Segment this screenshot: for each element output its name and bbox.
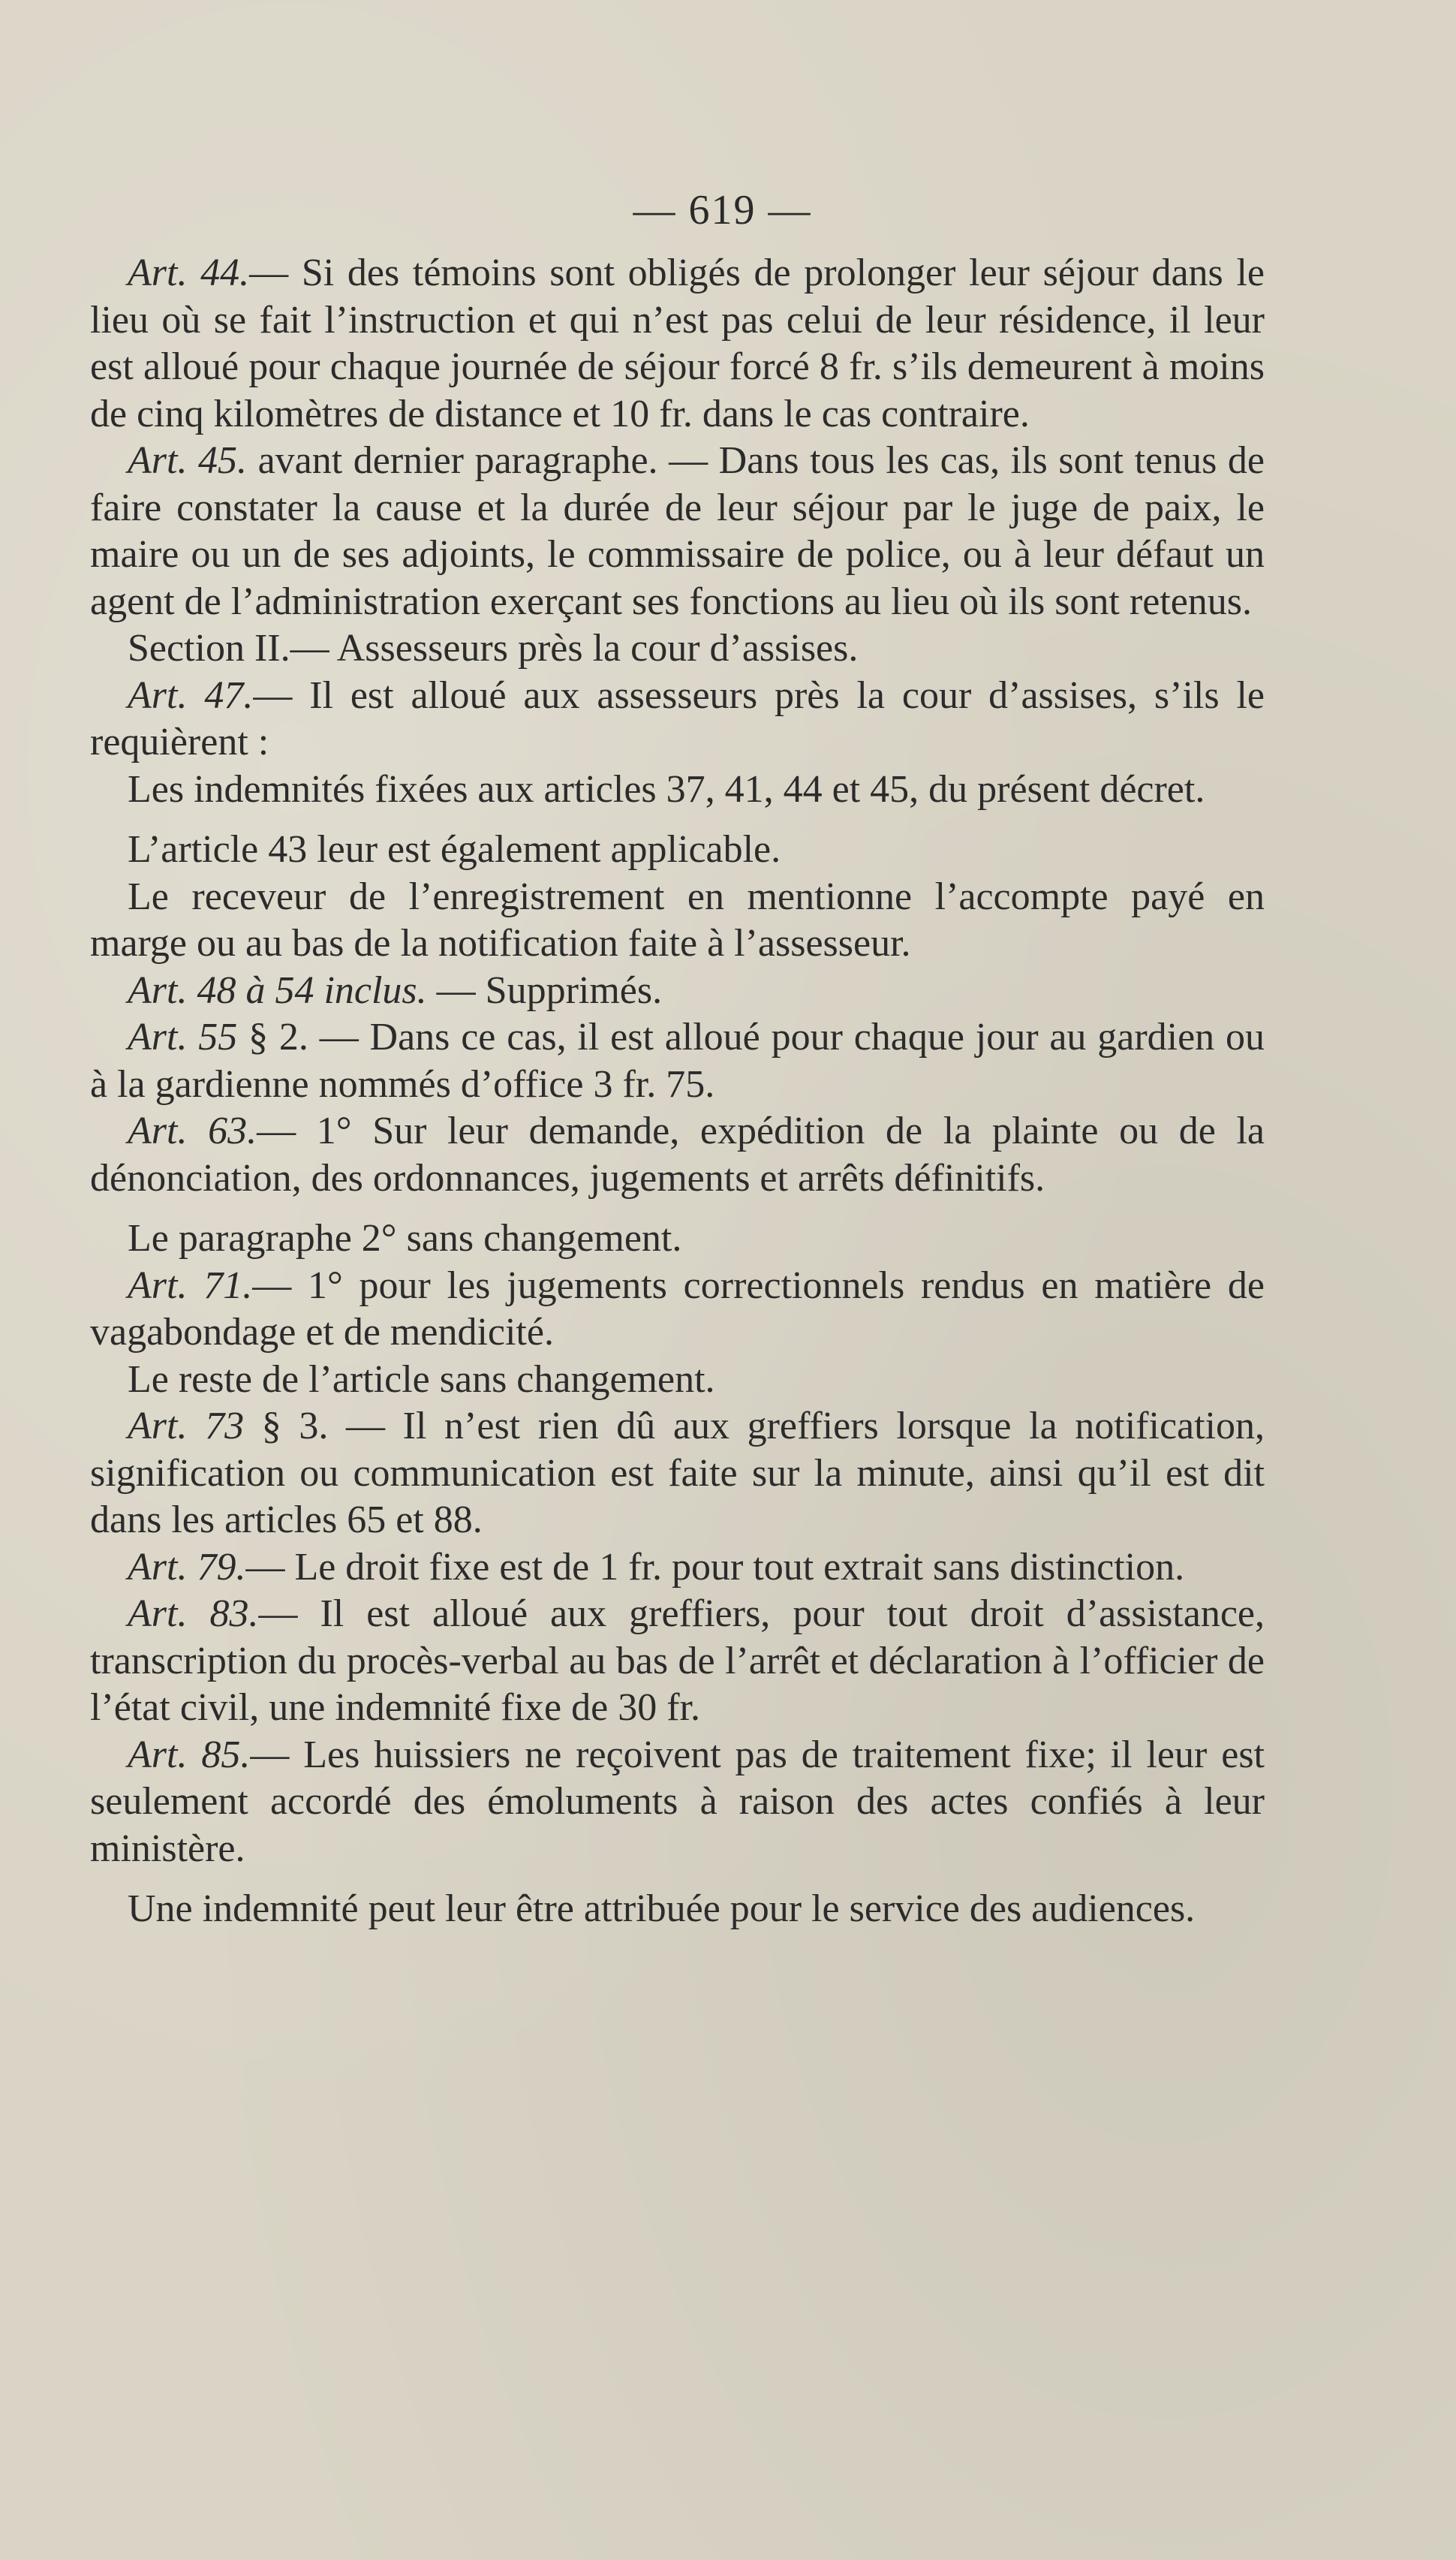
paragraph-text: Section II.— Assesseurs près la cour d’assises.	[128, 627, 859, 670]
paragraph-art-47	[90, 673, 1265, 766]
article-ref: Art. 79.	[128, 1545, 246, 1589]
paragraph-text: — Supprimés.	[426, 968, 663, 1012]
paragraph-text: Une indemnité peut leur être attribuée pour le service des audiences.	[128, 1887, 1196, 1930]
paragraph-text: — Le droit fixe est de 1 fr. pour tout extrait sans distinction.	[245, 1545, 1185, 1589]
paragraph-text: — 1° pour les jugements correctionnels rendus en matière de vagabondage et de mendicité.	[90, 1263, 1265, 1354]
article-ref: Art. 44.	[128, 251, 250, 294]
paragraph-art-83	[90, 1591, 1265, 1732]
paragraph-text: Le paragraphe 2° sans changement.	[128, 1217, 682, 1260]
paragraph-art-79	[90, 1544, 1265, 1592]
paragraph-art-55	[90, 1014, 1265, 1108]
paragraph-text: avant dernier paragraphe. — Dans tous les cas, ils sont tenus de faire constater la cause et la durée de leur séjour par le juge de paix, le maire ou un de ses adjoints, le commissaire de police, ou à leur défaut un agent de l’administration exerçant ses fonctions au lieu où ils sont retenus.	[90, 439, 1265, 623]
article-ref: Art. 55	[128, 1016, 238, 1059]
paragraph-text: — 1° Sur leur demande, expédition de la plainte ou de la dénonciation, des ordonnances, jugements et arrêts définitifs.	[90, 1110, 1265, 1200]
paragraph-article-43	[90, 827, 1265, 874]
paragraph-art-45	[90, 438, 1265, 625]
paragraph-art-63	[90, 1108, 1265, 1202]
paragraph-text: — Les huissiers ne reçoivent pas de traitement fixe; il leur est seulement accordé des émoluments à raison des actes confiés à leur ministère.	[90, 1733, 1265, 1870]
paragraph-text: — Il est alloué aux assesseurs près la cour d’assises, s’ils le requièrent :	[90, 673, 1265, 763]
article-ref: Art. 83.	[128, 1592, 259, 1635]
paragraph-text: Les indemnités fixées aux articles 37, 41, 44 et 45, du présent décret.	[128, 767, 1205, 811]
paragraph-indemnites	[90, 766, 1265, 814]
paragraph-art-44	[90, 250, 1265, 438]
paragraph-art-71	[90, 1263, 1265, 1357]
paragraph-text: L’article 43 leur est également applicable.	[128, 828, 781, 871]
article-ref: Art. 48 à 54 inclus.	[128, 968, 427, 1012]
document-body	[90, 250, 1265, 1933]
paragraph-text: § 3. — Il n’est rien dû aux greffiers lorsque la notification, signification ou communication est faite sur la minute, ainsi qu’il est dit dans les articles 65 et 88.	[90, 1405, 1265, 1541]
paragraph-text: Le receveur de l’enregistrement en mentionne l’accompte payé en marge ou au bas de la notification faite à l’assesseur.	[90, 875, 1265, 965]
article-ref: Art. 85.	[128, 1733, 251, 1776]
article-ref: Art. 63.	[128, 1110, 257, 1152]
article-ref: Art. 73	[128, 1405, 245, 1447]
paragraph-art-48-54	[90, 968, 1265, 1015]
article-ref: Art. 71.	[128, 1263, 253, 1307]
page-number: — 619 —	[633, 187, 812, 233]
article-ref: Art. 45.	[128, 439, 248, 482]
section-heading	[90, 625, 1265, 673]
paragraph-art-73	[90, 1403, 1265, 1544]
paragraph-art-85	[90, 1732, 1265, 1873]
paragraph-text: § 2. — Dans ce cas, il est alloué pour chaque jour au gardien ou à la gardienne nommés d’office 3 fr. 75.	[90, 1016, 1265, 1106]
paragraph-indemnite-audiences	[90, 1886, 1265, 1933]
paragraph-reste	[90, 1357, 1265, 1404]
paragraph-text: — Il est alloué aux greffiers, pour tout droit d’assistance, transcription du procès-verbal au bas de l’arrêt et déclaration à l’officier de l’état civil, une indemnité fixe de 30 fr.	[90, 1592, 1265, 1729]
paragraph-receveur	[90, 874, 1265, 968]
article-ref: Art. 47.	[128, 673, 254, 717]
paragraph-paragraphe-2	[90, 1215, 1265, 1263]
paragraph-text: Le reste de l’article sans changement.	[128, 1357, 715, 1401]
paragraph-text: — Si des témoins sont obligés de prolonger leur séjour dans le lieu où se fait l’instruction et qui n’est pas celui de leur résidence, il leur est alloué pour chaque journée de séjour forcé 8 fr. s’ils demeurent à moins de cinq kilomètres de distance et 10 fr. dans le cas contraire.	[90, 251, 1265, 435]
